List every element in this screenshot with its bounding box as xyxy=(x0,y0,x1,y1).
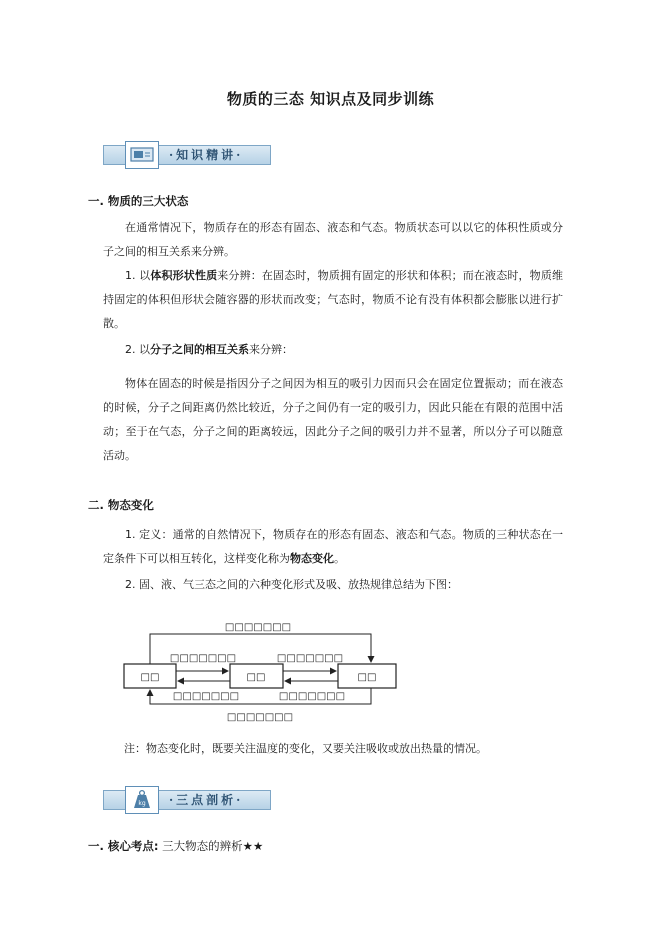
note-text: 注：物态变化时，既要关注温度的变化，又要关注吸收或放出热量的情况。 xyxy=(124,742,487,755)
item-prefix: 2. 以 xyxy=(125,343,150,356)
heading-bold: 一. 核心考点: xyxy=(88,839,159,853)
weight-icon xyxy=(125,786,159,814)
banner-label: ·知识精讲· xyxy=(169,148,244,162)
monitor-icon xyxy=(125,141,159,169)
item-bold: 分子之间的相互关系 xyxy=(150,343,249,356)
paragraph-item1 xyxy=(103,264,563,336)
item-prefix: 1. 以 xyxy=(125,269,151,282)
box-middle-label: □□ xyxy=(246,672,266,683)
state-change-diagram xyxy=(118,612,408,730)
top-label: □□□□□□□ xyxy=(224,622,292,633)
section-heading: 一. 物质的三大状态 xyxy=(88,194,189,208)
lower-left-label: □□□□□□□ xyxy=(172,691,240,702)
page-title: 物质的三态 知识点及同步训练 xyxy=(226,90,435,108)
box-left-label: □□ xyxy=(140,672,160,683)
definition-bold: 物态变化 xyxy=(290,552,334,565)
section-banner-knowledge xyxy=(103,141,271,169)
paragraph-intro: 在通常情况下，物质存在的形态有固态、液态和气态。物质状态可以以它的体积性质或分子之间的相互关系来分辨。 xyxy=(103,221,563,258)
paragraph-definition xyxy=(103,523,563,571)
upper-right-label: □□□□□□□ xyxy=(276,653,344,664)
bottom-label: □□□□□□□ xyxy=(226,712,294,723)
upper-left-label: □□□□□□□ xyxy=(169,653,237,664)
definition-text: 1. 定义：通常的自然情况下，物质存在的形态有固态、液态和气态。物质的三种状态在一定条件下可以相互转化，这样变化称为 xyxy=(103,528,563,565)
heading-normal: 三大物态的辨析★★ xyxy=(158,839,264,853)
weight-icon-text: kg xyxy=(138,800,146,807)
box-right-label: □□ xyxy=(357,672,377,683)
paragraph-item2: 2. 固、液、气三态之间的六种变化形式及吸、放热规律总结为下图： xyxy=(125,578,458,591)
section-heading-core xyxy=(88,838,263,854)
item-bold: 体积形状性质 xyxy=(150,269,218,282)
item-text: 来分辨：在固态时，物质拥有固定的形状和体积；而在液态时，物质维持固定的体积但形状会随容器的形状而改变；气态时，物质不论有没有体积都会膨胀以进行扩散。 xyxy=(103,269,564,330)
item-text: 来分辨： xyxy=(249,343,293,356)
banner-label: ·三点剖析· xyxy=(169,793,244,807)
definition-end: 。 xyxy=(334,552,345,565)
paragraph-item2-body: 物体在固态的时候是指因分子之间因为相互的吸引力因而只会在固定位置振动；而在液态的时候，分子之间距离仍然比较近，分子之间仍有一定的吸引力，因此只能在有限的范围中活动；至于在气态，分子之间的距离较远，因此分子之间的吸引力并不显著，所以分子可以随意活动。 xyxy=(103,377,563,462)
section-heading: 二. 物态变化 xyxy=(88,498,154,512)
section-banner-analysis xyxy=(103,786,271,814)
paragraph-item2 xyxy=(103,338,563,362)
lower-right-label: □□□□□□□ xyxy=(278,691,346,702)
